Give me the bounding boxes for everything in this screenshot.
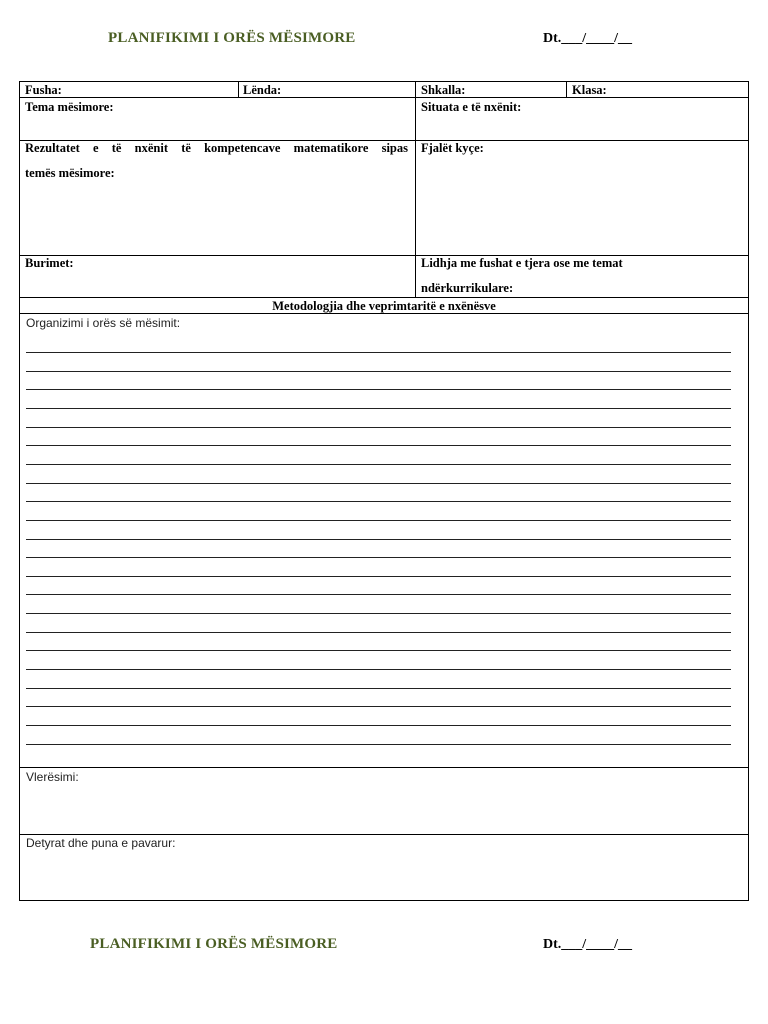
table-top-border (19, 81, 749, 82)
situata-label: Situata e të nxënit: (421, 100, 522, 114)
writing-line (26, 408, 731, 409)
writing-line (26, 576, 731, 577)
writing-line (26, 371, 731, 372)
lidhja-label-line2: ndërkurrikulare: (421, 281, 514, 295)
lenda-label: Lënda: (243, 83, 282, 97)
writing-line (26, 744, 731, 745)
metodologjia-heading: Metodologjia dhe veprimtaritë e nxënësve (272, 299, 496, 313)
column-divider (238, 81, 239, 98)
date-field: Dt.___/____/__ (543, 31, 633, 46)
writing-line (26, 352, 731, 353)
writing-line (26, 688, 731, 689)
table-right-border (748, 81, 749, 901)
table-bottom-border (19, 900, 749, 901)
writing-line (26, 483, 731, 484)
burimet-label: Burimet: (25, 256, 74, 270)
rezultatet-label-line1: Rezultatet e të nxënit të kompetencave matematikore sipas (25, 141, 408, 155)
writing-line (26, 650, 731, 651)
fusha-label: Fusha: (25, 83, 62, 97)
writing-line (26, 427, 731, 428)
writing-line (26, 594, 731, 595)
writing-line (26, 539, 731, 540)
writing-line (26, 501, 731, 502)
column-divider (415, 81, 416, 298)
column-divider (566, 81, 567, 98)
fjalet-label: Fjalët kyçe: (421, 141, 484, 155)
rezultatet-label-line2: temës mësimore: (25, 166, 115, 180)
table-left-border (19, 81, 20, 901)
writing-line (26, 464, 731, 465)
writing-line (26, 520, 731, 521)
row-divider (19, 255, 749, 256)
writing-line (26, 725, 731, 726)
writing-line (26, 632, 731, 633)
vleresimi-label: Vlerësimi: (26, 770, 79, 784)
writing-line (26, 557, 731, 558)
organizimi-label: Organizimi i orës së mësimit: (26, 316, 181, 330)
footer-date-field: Dt.___/____/__ (543, 937, 633, 952)
writing-line (26, 445, 731, 446)
row-divider (19, 97, 749, 98)
tema-label: Tema mësimore: (25, 100, 114, 114)
writing-line (26, 389, 731, 390)
row-divider (19, 767, 749, 768)
lidhja-label-line1: Lidhja me fushat e tjera ose me temat (421, 256, 623, 270)
shkalla-label: Shkalla: (421, 83, 466, 97)
writing-line (26, 613, 731, 614)
page-title: PLANIFIKIMI I ORËS MËSIMORE (108, 30, 356, 46)
detyrat-label: Detyrat dhe puna e pavarur: (26, 836, 176, 850)
writing-line (26, 669, 731, 670)
klasa-label: Klasa: (572, 83, 607, 97)
footer-title: PLANIFIKIMI I ORËS MËSIMORE (90, 936, 338, 952)
row-divider (19, 834, 749, 835)
writing-line (26, 706, 731, 707)
